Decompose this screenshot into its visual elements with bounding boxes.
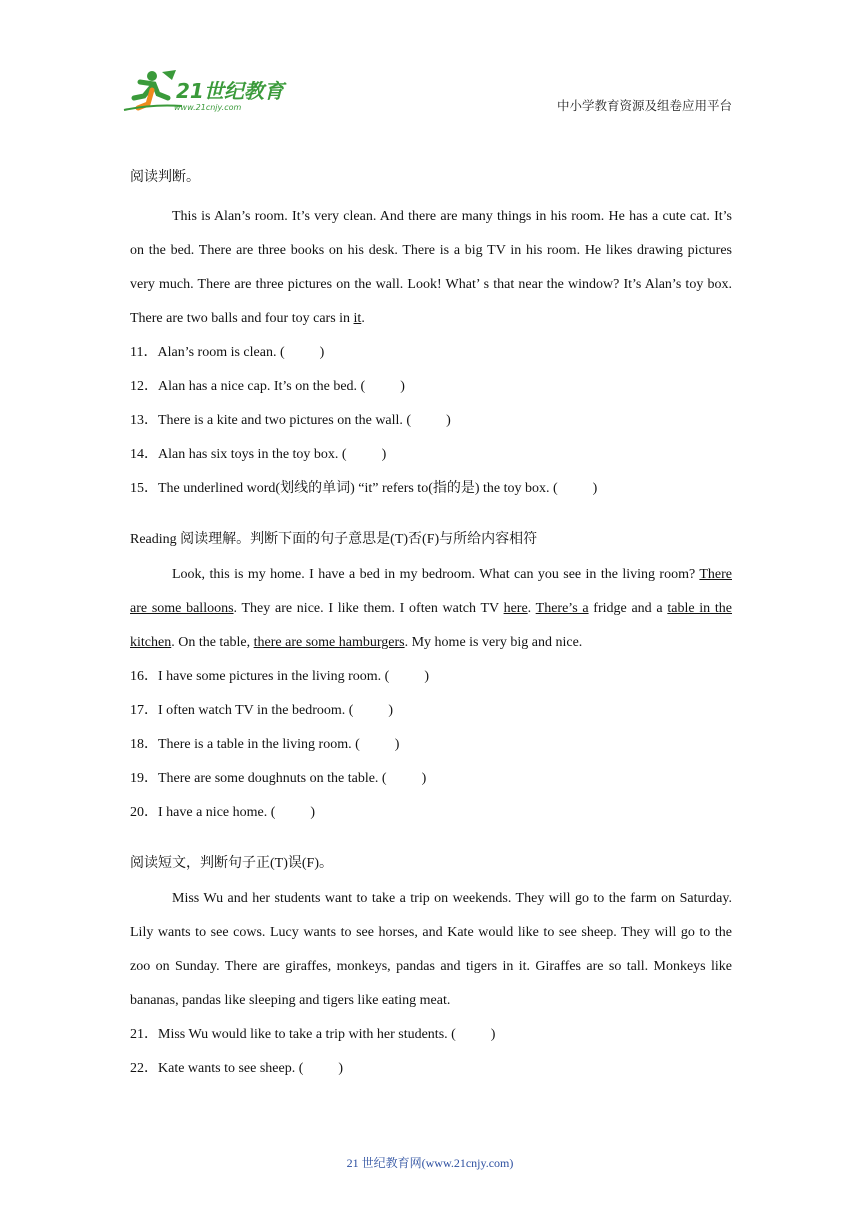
passage-text: . They are nice. I like them. I often watch TV xyxy=(233,601,504,616)
underlined-word: it xyxy=(353,311,362,326)
logo-21cnjy xyxy=(122,68,292,116)
passage-text: . On the table, xyxy=(171,635,254,650)
document-body xyxy=(130,168,732,1086)
passage-text: . xyxy=(361,311,365,326)
question-16: 16．I have some pictures in the living room. ( ) xyxy=(130,669,429,684)
section-1 xyxy=(130,168,732,506)
section-1-passage xyxy=(130,200,732,336)
passage-text: fridge and a xyxy=(588,601,668,616)
underlined-phrase: There are some balloons xyxy=(130,567,732,616)
question-17: 17．I often watch TV in the bedroom. ( ) xyxy=(130,703,394,718)
question-19: 19．There are some doughnuts on the table. ( ) xyxy=(130,771,427,786)
question-21: 21．Miss Wu would like to take a trip with her students. ( ) xyxy=(130,1027,496,1042)
question-22: 22．Kate wants to see sheep. ( ) xyxy=(130,1061,344,1076)
question-15: 15．The underlined word(划线的单词) “it” refers to(指的是) the toy box. ( ) xyxy=(130,481,598,496)
logo-text: 21世纪教育 xyxy=(176,79,284,103)
section-3-title: 阅读短文，判断句子正(T)误(F)。 xyxy=(130,856,333,871)
section-3-passage: Miss Wu and her students want to take a trip on weekends. They will go to the farm on Saturday. Lily wants to see cows. Lucy wants to see horses, and Kate would like to see sheep. They will go to the zoo on Sunday. There are giraffes, monkeys, pandas and tigers in it. Giraffes are so tall. Monkeys like bananas, pandas like sleeping and tigers like eating meat. xyxy=(130,891,732,1008)
underlined-phrase: there are some hamburgers xyxy=(253,635,405,650)
passage-text: This is Alan’s room. It’s very clean. And there are many things in his room. He has a cute cat. It’s on the bed. There are three books on his desk. There is a big TV in his room. He likes drawing pictures very much. There are three pictures on the wall. Look! What’ s that near the window? It’s Alan’s toy box. There are two balls and four toy cars in xyxy=(130,209,732,326)
passage-text: . xyxy=(527,601,536,616)
section-1-title: 阅读判断。 xyxy=(130,170,200,185)
page-footer: 21 世纪教育网(www.21cnjy.com) xyxy=(346,1156,514,1170)
page-header xyxy=(0,0,860,130)
underlined-phrase: There’s a xyxy=(535,601,589,616)
section-3 xyxy=(130,854,732,1086)
section-2-title: Reading 阅读理解。判断下面的句子意思是(T)否(F)与所给内容相符 xyxy=(130,532,538,547)
question-14: 14．Alan has six toys in the toy box. ( ) xyxy=(130,447,387,462)
question-11: 11．Alan’s room is clean. ( ) xyxy=(130,345,325,360)
passage-text: Look, this is my home. I have a bed in my bedroom. What can you see in the living room? xyxy=(172,567,700,582)
passage-text: . My home is very big and nice. xyxy=(404,635,583,650)
logo-url: www.21cnjy.com xyxy=(174,103,242,112)
question-18: 18．There is a table in the living room. ( ) xyxy=(130,737,400,752)
section-2-passage xyxy=(130,558,732,660)
platform-name: 中小学教育资源及组卷应用平台 xyxy=(556,98,732,113)
underlined-phrase: here xyxy=(503,601,528,616)
question-12: 12．Alan has a nice cap. It’s on the bed. ( ) xyxy=(130,379,405,394)
question-13: 13．There is a kite and two pictures on the wall. ( ) xyxy=(130,413,451,428)
question-20: 20．I have a nice home. ( ) xyxy=(130,805,316,820)
underlined-phrase: table in the kitchen xyxy=(130,601,732,650)
section-2 xyxy=(130,530,732,830)
